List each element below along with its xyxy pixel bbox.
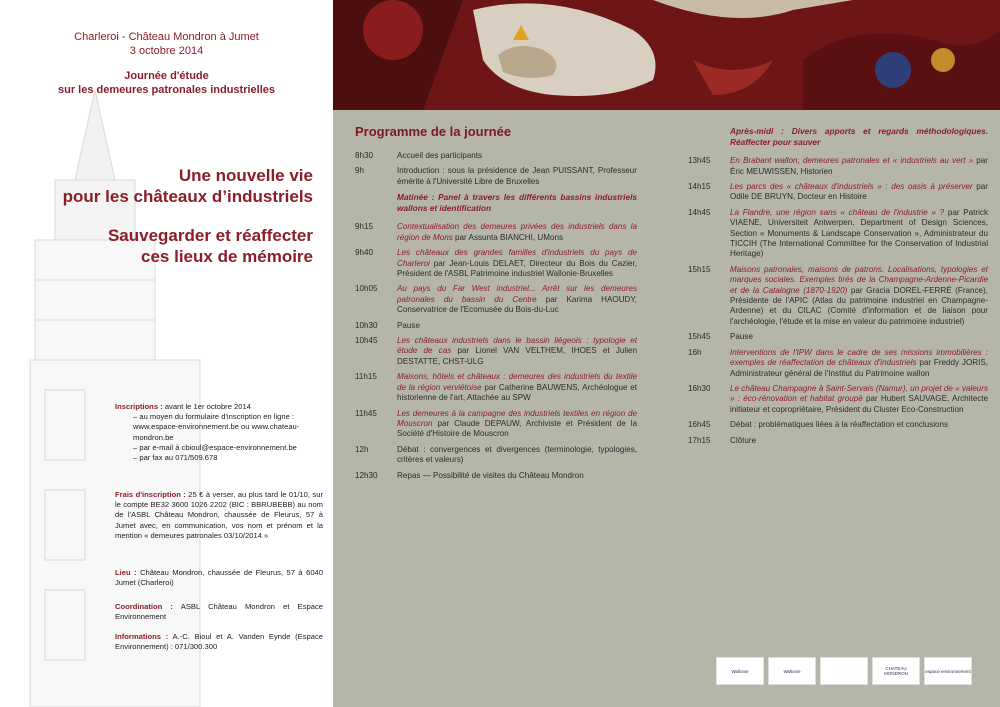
program-row: 10h05 Au pays du Far West industriel... Arrêt sur les demeures patronales du bassin du Centre par Karima HAOUDY, Conservatrice de l'Ecomusée du Bois-du-Luc bbox=[355, 284, 637, 315]
program-row: 13h45 En Brabant wallon, demeures patronales et « industriels au vert » par Éric MEUWISSEN, Historien bbox=[688, 156, 988, 176]
logo-espace-environnement: espace environnement bbox=[924, 657, 972, 685]
program-row: 15h15 Maisons patronales, maisons de patrons. Localisations, typologies et marques sociales. Exemples tirés de la Champagne-Ardenne-Picardie et de la Catalogne (1870-1920) par Gracia DOREL-FERRÉ (France), Présidente de l'APIC (Atlas du patrimoine industriel en Champagne-Ardenne) et du CILAC (Comité d'information et de liaison pour l'archéologie, l'étude et la mise en valeur du patrimoine industriel) bbox=[688, 264, 989, 326]
informations-block: Informations : A.-C. Bioul et A. Vanden Eynde (Espace Environnement) : 071/300.300 bbox=[115, 632, 324, 652]
program-row: 14h15 Les parcs des « châteaux d'industriels » : des oasis à préserver par Odile DE BRUYN, Docteur en Histoire bbox=[688, 182, 989, 202]
program-row: 8h30 Accueil des participants bbox=[355, 151, 483, 160]
program-row: 9h15 Contextualisation des demeures privées des industriels dans la région de Mons par Assunta BIANCHI, UMons bbox=[355, 222, 637, 242]
inscr-item: – au moyen du formulaire d'inscription en ligne : www.espace-environnement.be ou www.chateau-mondron.be bbox=[133, 412, 300, 442]
program-row: 9h Introduction : sous la présidence de Jean PUISSANT, Professeur émérite à l'Université Libre de Bruxelles bbox=[355, 166, 637, 186]
program-row: 14h45 La Flandre, une région sans « château de l'industrie » ? par Patrick VIAENE, Universiteit Antwerpen, Department of Design Sciences, Section « Monuments & Landscape Conservation », Administrateur du TICCIH (The International Committee for the Conservation of Industrial Heritage) bbox=[688, 207, 988, 259]
program-row: 10h30 Pause bbox=[355, 320, 420, 330]
program-row: 12h Débat : convergences et divergences (terminologie, typologies, critères et valeurs) bbox=[355, 444, 637, 465]
title2-line1: Sauvegarder et réaffecter bbox=[107, 226, 313, 245]
event-name-line1: Journée d'étude bbox=[124, 70, 209, 82]
program-row: 9h40 Les châteaux des grandes familles d'industriels du pays de Charleroi par Jean-Louis DELAET, Directeur du Bois du Cazier, Président de l'ASBL Patrimoine industriel Wallonie-Bruxelles bbox=[355, 248, 637, 279]
program-row: 16h45 Débat : problématiques liées à la réaffectation et conclusions bbox=[688, 420, 949, 430]
title1-line1: Une nouvelle vie bbox=[178, 166, 313, 185]
logo-wallonie-2: Wallonie bbox=[768, 657, 816, 685]
lieu-block: Lieu : Château Mondron, chaussée de Fleurus, 57 à 6040 Jumet (Charleroi) bbox=[115, 568, 324, 588]
title1-line2: pour les châteaux d’industriels bbox=[62, 187, 313, 206]
partner-logos bbox=[716, 657, 972, 685]
title2-line2: ces lieux de mémoire bbox=[141, 247, 313, 266]
program-row: 15h45 Pause bbox=[688, 332, 753, 342]
program-row: 11h15 Maisons, hôtels et châteaux : demeures des industriels du textile de la région verviétoise par Catherine BAUWENS, Archéologue et historienne de l'art, Attachée au SPW bbox=[355, 372, 638, 403]
program-row: 11h45 Les demeures à la campagne des industriels textiles en région de Mouscron par Claude DEPAUW, Archiviste et Président de la Société d'Histoire de Mouscron bbox=[355, 408, 637, 439]
program-row: 17h15 Clôture bbox=[688, 435, 757, 445]
logo-wallonie-1: Wallonie bbox=[716, 657, 764, 685]
program-row: 16h Interventions de l'IPW dans le cadre de ses missions immobilières : exemples de réaffectation de châteaux d'industriels par Freddy JORIS, Administrateur général de l'Institut du Patrimoine wallon bbox=[688, 347, 989, 378]
program-row: 10h45 Les châteaux industriels dans le bassin liégeois : typologie et étude de cas par Lionel VAN VELTHEM, IHOES et Julien DESTATTE, CHST-ULG bbox=[355, 336, 637, 366]
inscr-item: – par e-mail à cbioul@espace-environnement.be bbox=[133, 442, 297, 452]
logo-cocks bbox=[820, 657, 868, 685]
program-column-left bbox=[355, 124, 637, 486]
program-column-right bbox=[688, 126, 988, 451]
coordination-block: Coordination : ASBL Château Mondron et Espace Environnement bbox=[115, 602, 323, 622]
event-name-line2: sur les demeures patronales industrielles bbox=[57, 84, 276, 96]
program-heading: Programme de la journée bbox=[355, 124, 512, 139]
section-matinee: Matinée : Panel à travers les différents bassins industriels wallons et identification bbox=[397, 192, 637, 213]
inscriptions-block: Inscriptions : avant le 1er octobre 2014 – au moyen du formulaire d'inscription en ligne : www.espace-environnement.be ou www.chateau-mondron.be – par e-mail à cbioul@espace-environnement.be – par fax au 071/509.678 bbox=[115, 402, 323, 463]
logo-chateau-mondron: CHATEAU MONDRON bbox=[872, 657, 920, 685]
right-panel bbox=[333, 0, 1000, 707]
left-panel bbox=[0, 0, 333, 707]
event-place: Charleroi - Château Mondron à Jumet bbox=[74, 31, 259, 43]
program-row: 16h30 Le château Champagne à Saint-Servais (Namur), un projet de « valeurs » : éco-rénovation et habitat groupé par Hubert SAUVAGE, Architecte initiateur et copropriétaire, Président du Cluster Eco-Construction bbox=[688, 383, 988, 414]
program-row: 12h30 Repas — Possibilité de visites du Château Mondron bbox=[355, 470, 584, 480]
inscr-item: – par fax au 071/509.678 bbox=[133, 453, 218, 463]
section-apres-midi: Après-midi : Divers apports et regards méthodologiques. Réaffecter pour sauver bbox=[730, 126, 988, 147]
frais-block: Frais d'inscription : 25 € à verser, au plus tard le 01/10, sur le compte BE32 3600 1026 2202 (BIC : BBRUBEBB) au nom de l'ASBL Château Mondron, chaussée de Fleurus, 57 à Jumet avec, en communication, vos nom et prénom et la mention « demeures patronales 03/10/2014 » bbox=[115, 490, 323, 540]
event-date: 3 octobre 2014 bbox=[129, 45, 204, 57]
stained-glass-banner bbox=[333, 0, 1000, 110]
